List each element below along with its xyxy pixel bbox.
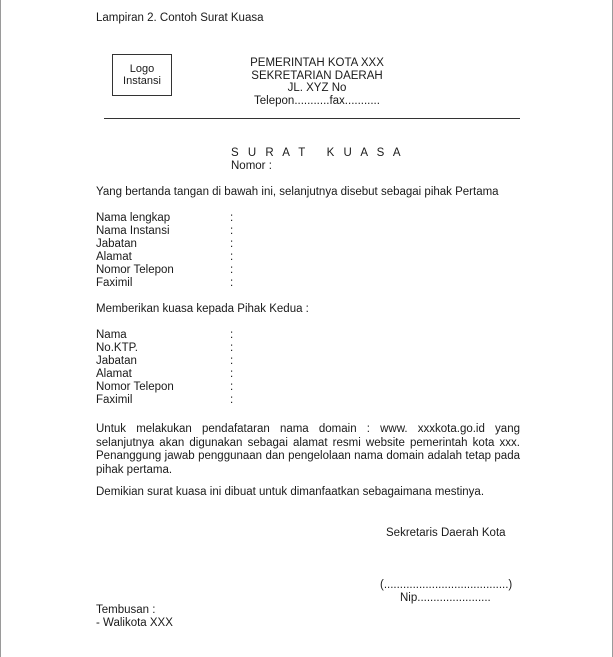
field-row: [96, 277, 233, 290]
page-border-left: [0, 0, 1, 657]
field-label: Jabatan: [96, 355, 137, 367]
field-label: Faximil: [96, 394, 133, 406]
letterhead-government: PEMERINTAH KOTA XXX: [250, 57, 384, 69]
field-label: Alamat: [96, 368, 132, 380]
logo-text-line2: Instansi: [123, 75, 161, 87]
header-note: Lampiran 2. Contoh Surat Kuasa: [96, 12, 264, 24]
letterhead-address: JL. XYZ No: [287, 82, 347, 94]
field-row: [96, 342, 233, 355]
letterhead-contact: Telepon...........fax...........: [254, 94, 380, 107]
field-row: [96, 368, 233, 381]
field-separator: :: [230, 238, 234, 250]
carbon-copy-label: Tembusan :: [96, 604, 156, 616]
letterhead: [222, 57, 412, 107]
letterhead-secretariat: SEKRETARIAN DAERAH: [251, 69, 383, 82]
field-label: Jabatan: [96, 238, 137, 250]
field-row: [96, 251, 233, 264]
field-separator: :: [230, 368, 234, 380]
field-label: Nama: [96, 329, 127, 341]
field-label: Nama lengkap: [96, 212, 171, 224]
field-separator: :: [230, 381, 234, 393]
field-separator: :: [230, 355, 234, 367]
field-row: [96, 225, 233, 238]
field-label: Nomor Telepon: [96, 381, 174, 393]
field-label: Nama Instansi: [96, 225, 170, 237]
logo-placeholder: [112, 54, 172, 96]
field-row: [96, 238, 233, 251]
letter-title-block: [231, 147, 404, 173]
field-row: [96, 355, 233, 368]
field-label: No.KTP.: [96, 342, 138, 354]
closing-text: Demikian surat kuasa ini dibuat untuk dimanfaatkan sebagaimana mestinya.: [96, 486, 485, 498]
signatory-nip-line: Nip.......................: [400, 592, 491, 604]
field-label: Faximil: [96, 277, 133, 289]
field-separator: :: [230, 394, 234, 406]
field-separator: :: [230, 212, 234, 224]
logo-text-line1: Logo: [129, 63, 155, 75]
field-row: [96, 394, 233, 407]
second-party-intro: Memberikan kuasa kepada Pihak Kedua :: [96, 303, 309, 315]
letter-number: Nomor :: [231, 160, 272, 172]
field-separator: :: [230, 251, 234, 263]
carbon-copy-block: [96, 604, 173, 629]
field-label: Nomor Telepon: [96, 264, 174, 276]
signatory-name-line: (.......................................): [380, 579, 513, 591]
carbon-copy-item: - Walikota XXX: [96, 616, 173, 629]
letterhead-divider: [104, 118, 520, 119]
field-separator: :: [230, 342, 234, 354]
field-row: [96, 329, 233, 342]
signature-block: [380, 527, 512, 605]
letter-title: S U R A T K U A S A: [231, 147, 404, 159]
field-row: [96, 381, 233, 394]
second-party-fields: [96, 329, 233, 407]
field-label: Alamat: [96, 251, 132, 263]
field-separator: :: [230, 264, 234, 276]
field-row: [96, 264, 233, 277]
signatory-role: Sekretaris Daerah Kota: [386, 527, 506, 539]
field-row: [96, 212, 233, 225]
purpose-paragraph: Untuk melakukan pendafataran nama domain : www. xxxkota.go.id yang selanjutnya akan digunakan sebagai alamat resmi website pemerintah kota xxx. Penanggung jawab penggunaan dan pengelolaan nama domain adalah tetap pada pihak pertama.: [96, 423, 520, 476]
field-separator: :: [230, 277, 234, 289]
first-party-fields: [96, 212, 233, 290]
intro-text: Yang bertanda tangan di bawah ini, selanjutnya disebut sebagai pihak Pertama: [96, 186, 499, 198]
field-separator: :: [230, 225, 234, 237]
field-separator: :: [230, 329, 234, 341]
